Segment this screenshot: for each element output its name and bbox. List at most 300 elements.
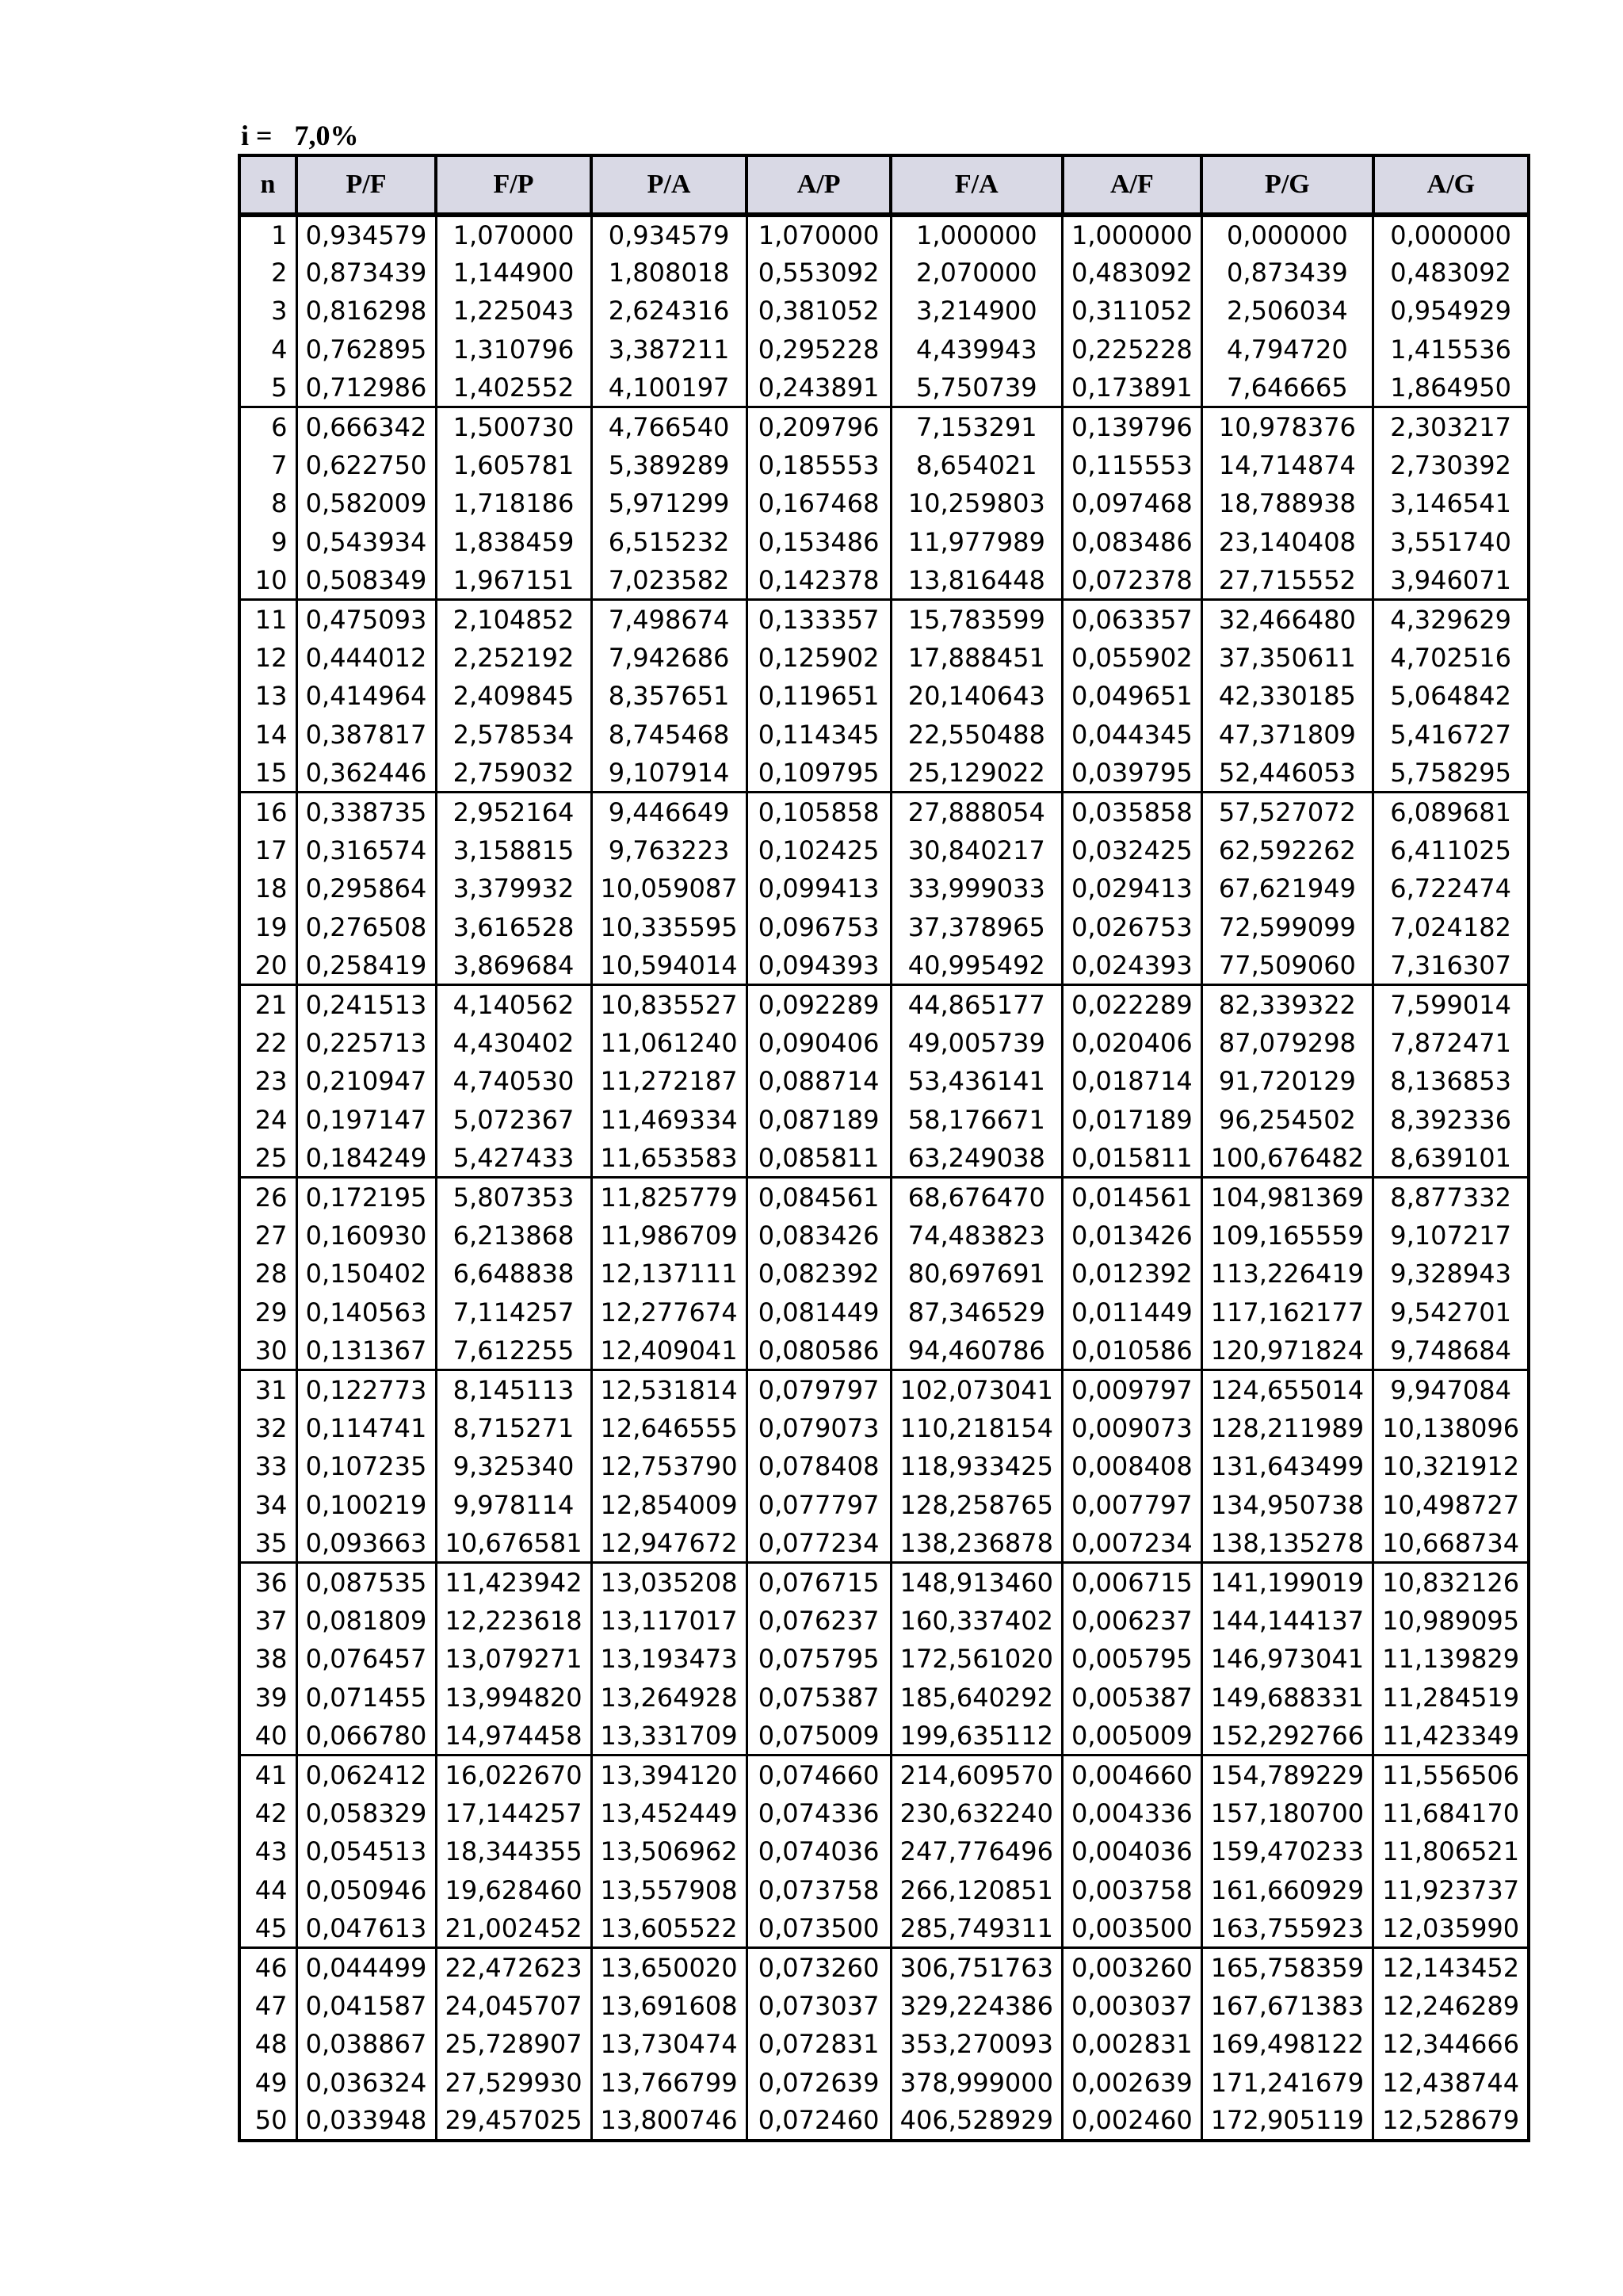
factor-cell: 14,974458 — [436, 1717, 591, 1755]
table-row — [239, 985, 1529, 1024]
factor-cell: 100,676482 — [1201, 1139, 1373, 1178]
factor-cell: 0,150402 — [296, 1255, 436, 1293]
factor-cell: 21,002452 — [436, 1909, 591, 1948]
factor-cell: 23,140408 — [1201, 523, 1373, 562]
factor-cell: 19,628460 — [436, 1871, 591, 1910]
factor-cell: 1,144900 — [436, 254, 591, 292]
factor-cell: 9,748684 — [1373, 1331, 1529, 1370]
factor-cell: 0,172195 — [296, 1178, 436, 1217]
factor-cell: 0,081449 — [747, 1293, 891, 1332]
factor-cell: 8,715271 — [436, 1408, 591, 1447]
factor-cell: 172,905119 — [1201, 2102, 1373, 2141]
factor-cell: 0,115553 — [1063, 446, 1202, 485]
table-row — [239, 1486, 1529, 1525]
factor-cell: 0,414964 — [296, 677, 436, 716]
table-row — [239, 1640, 1529, 1679]
factor-cell: 9,446649 — [591, 793, 747, 831]
factor-cell: 8,357651 — [591, 677, 747, 716]
factor-cell: 0,077797 — [747, 1486, 891, 1525]
factor-cell: 0,934579 — [296, 215, 436, 254]
factor-cell: 0,102425 — [747, 831, 891, 870]
factor-cell: 0,009073 — [1063, 1408, 1202, 1447]
factor-cell: 0,100219 — [296, 1486, 436, 1525]
factor-cell: 9,107217 — [1373, 1216, 1529, 1255]
factor-cell: 0,058329 — [296, 1794, 436, 1832]
factor-cell: 0,083426 — [747, 1216, 891, 1255]
factor-cell: 0,475093 — [296, 600, 436, 639]
factor-cell: 7,942686 — [591, 639, 747, 678]
factor-cell: 0,140563 — [296, 1293, 436, 1332]
table-row — [239, 1794, 1529, 1832]
factor-cell: 1,070000 — [436, 215, 591, 254]
factor-cell: 0,041587 — [296, 1986, 436, 2025]
factor-cell: 0,085811 — [747, 1139, 891, 1178]
factor-cell: 0,011449 — [1063, 1293, 1202, 1332]
factor-cell: 5,416727 — [1373, 716, 1529, 755]
factor-cell: 14,714874 — [1201, 446, 1373, 485]
factor-cell: 4,430402 — [436, 1023, 591, 1062]
factor-cell: 0,125902 — [747, 639, 891, 678]
table-row — [239, 1986, 1529, 2025]
period-cell: 37 — [239, 1601, 296, 1640]
factor-cell: 0,090406 — [747, 1023, 891, 1062]
factor-cell: 68,676470 — [891, 1178, 1062, 1217]
factor-cell: 0,062412 — [296, 1755, 436, 1794]
factor-cell: 13,605522 — [591, 1909, 747, 1948]
factor-cell: 47,371809 — [1201, 716, 1373, 755]
factor-cell: 0,185553 — [747, 446, 891, 485]
factor-cell: 0,007234 — [1063, 1524, 1202, 1563]
factor-cell: 1,310796 — [436, 330, 591, 369]
factor-cell: 15,783599 — [891, 600, 1062, 639]
factor-cell: 110,218154 — [891, 1408, 1062, 1447]
factor-cell: 3,214900 — [891, 292, 1062, 330]
factor-cell: 2,506034 — [1201, 292, 1373, 330]
table-row — [239, 1717, 1529, 1755]
factor-cell: 29,457025 — [436, 2102, 591, 2141]
table-row — [239, 523, 1529, 562]
table-row — [239, 2102, 1529, 2141]
factor-cell: 2,303217 — [1373, 407, 1529, 446]
table-row — [239, 1101, 1529, 1140]
factor-cell: 1,000000 — [891, 215, 1062, 254]
factor-cell: 25,129022 — [891, 754, 1062, 793]
factor-cell: 0,004336 — [1063, 1794, 1202, 1832]
factor-cell: 10,059087 — [591, 869, 747, 908]
factor-cell: 0,083486 — [1063, 523, 1202, 562]
factor-cell: 0,080586 — [747, 1331, 891, 1370]
period-cell: 27 — [239, 1216, 296, 1255]
factor-cell: 0,258419 — [296, 946, 436, 985]
factor-cell: 0,063357 — [1063, 600, 1202, 639]
factor-cell: 11,977989 — [891, 523, 1062, 562]
factor-cell: 9,328943 — [1373, 1255, 1529, 1293]
factor-cell: 0,006237 — [1063, 1601, 1202, 1640]
period-cell: 31 — [239, 1370, 296, 1409]
factor-cell: 0,035858 — [1063, 793, 1202, 831]
factor-cell: 0,243891 — [747, 369, 891, 407]
factor-cell: 33,999033 — [891, 869, 1062, 908]
period-cell: 44 — [239, 1871, 296, 1910]
factor-cell: 2,730392 — [1373, 446, 1529, 485]
factor-cell: 8,639101 — [1373, 1139, 1529, 1178]
factor-cell: 0,003758 — [1063, 1871, 1202, 1910]
factor-cell: 12,531814 — [591, 1370, 747, 1409]
factor-cell: 0,139796 — [1063, 407, 1202, 446]
factor-cell: 0,087189 — [747, 1101, 891, 1140]
factor-cell: 3,387211 — [591, 330, 747, 369]
factor-cell: 0,005009 — [1063, 1717, 1202, 1755]
table-row — [239, 1755, 1529, 1794]
factor-cell: 10,676581 — [436, 1524, 591, 1563]
factor-cell: 0,076715 — [747, 1563, 891, 1602]
factor-cell: 0,316574 — [296, 831, 436, 870]
interest-factor-table — [238, 154, 1530, 2142]
factor-cell: 230,632240 — [891, 1794, 1062, 1832]
factor-cell: 91,720129 — [1201, 1062, 1373, 1101]
factor-cell: 12,137111 — [591, 1255, 747, 1293]
factor-cell: 0,049651 — [1063, 677, 1202, 716]
factor-cell: 12,246289 — [1373, 1986, 1529, 2025]
factor-cell: 4,702516 — [1373, 639, 1529, 678]
factor-cell: 6,722474 — [1373, 869, 1529, 908]
factor-cell: 11,061240 — [591, 1023, 747, 1062]
period-cell: 8 — [239, 484, 296, 523]
factor-cell: 185,640292 — [891, 1679, 1062, 1717]
factor-cell: 5,427433 — [436, 1139, 591, 1178]
period-cell: 50 — [239, 2102, 296, 2141]
factor-cell: 13,394120 — [591, 1755, 747, 1794]
factor-cell: 74,483823 — [891, 1216, 1062, 1255]
factor-cell: 167,671383 — [1201, 1986, 1373, 2025]
factor-cell: 40,995492 — [891, 946, 1062, 985]
factor-cell: 0,074036 — [747, 1832, 891, 1871]
factor-cell: 52,446053 — [1201, 754, 1373, 793]
factor-cell: 0,018714 — [1063, 1062, 1202, 1101]
factor-cell: 3,551740 — [1373, 523, 1529, 562]
period-cell: 14 — [239, 716, 296, 755]
period-cell: 35 — [239, 1524, 296, 1563]
factor-cell: 8,877332 — [1373, 1178, 1529, 1217]
factor-cell: 11,556506 — [1373, 1755, 1529, 1794]
factor-cell: 17,888451 — [891, 639, 1062, 678]
period-cell: 41 — [239, 1755, 296, 1794]
factor-cell: 117,162177 — [1201, 1293, 1373, 1332]
factor-cell: 2,952164 — [436, 793, 591, 831]
factor-cell: 0,072831 — [747, 2025, 891, 2064]
factor-cell: 353,270093 — [891, 2025, 1062, 2064]
factor-cell: 3,158815 — [436, 831, 591, 870]
factor-cell: 9,947084 — [1373, 1370, 1529, 1409]
factor-cell: 96,254502 — [1201, 1101, 1373, 1140]
factor-cell: 0,079073 — [747, 1408, 891, 1447]
factor-cell: 0,107235 — [296, 1447, 436, 1486]
factor-cell: 1,070000 — [747, 215, 891, 254]
factor-cell: 0,078408 — [747, 1447, 891, 1486]
table-row — [239, 1832, 1529, 1871]
factor-cell: 113,226419 — [1201, 1255, 1373, 1293]
factor-cell: 2,624316 — [591, 292, 747, 330]
table-row — [239, 2064, 1529, 2103]
period-cell: 21 — [239, 985, 296, 1024]
factor-cell: 0,225713 — [296, 1023, 436, 1062]
factor-cell: 0,003037 — [1063, 1986, 1202, 2025]
factor-cell: 0,012392 — [1063, 1255, 1202, 1293]
factor-cell: 6,213868 — [436, 1216, 591, 1255]
factor-cell: 159,470233 — [1201, 1832, 1373, 1871]
factor-cell: 172,561020 — [891, 1640, 1062, 1679]
factor-cell: 67,621949 — [1201, 869, 1373, 908]
factor-cell: 77,509060 — [1201, 946, 1373, 985]
table-row — [239, 1178, 1529, 1217]
table-row — [239, 831, 1529, 870]
factor-cell: 9,763223 — [591, 831, 747, 870]
column-header: A/F — [1063, 155, 1202, 215]
column-header: P/F — [296, 155, 436, 215]
factor-cell: 37,350611 — [1201, 639, 1373, 678]
factor-cell: 0,362446 — [296, 754, 436, 793]
table-row — [239, 254, 1529, 292]
factor-cell: 0,762895 — [296, 330, 436, 369]
factor-cell: 5,971299 — [591, 484, 747, 523]
period-cell: 24 — [239, 1101, 296, 1140]
factor-cell: 13,650020 — [591, 1948, 747, 1987]
factor-cell: 0,081809 — [296, 1601, 436, 1640]
factor-cell: 0,105858 — [747, 793, 891, 831]
factor-cell: 0,553092 — [747, 254, 891, 292]
period-cell: 39 — [239, 1679, 296, 1717]
table-row — [239, 677, 1529, 716]
factor-cell: 11,825779 — [591, 1178, 747, 1217]
factor-cell: 10,594014 — [591, 946, 747, 985]
table-row — [239, 1216, 1529, 1255]
factor-cell: 12,854009 — [591, 1486, 747, 1525]
period-cell: 4 — [239, 330, 296, 369]
factor-cell: 22,550488 — [891, 716, 1062, 755]
factor-cell: 163,755923 — [1201, 1909, 1373, 1948]
table-row — [239, 1909, 1529, 1948]
factor-cell: 0,954929 — [1373, 292, 1529, 330]
factor-cell: 2,759032 — [436, 754, 591, 793]
period-cell: 17 — [239, 831, 296, 870]
factor-cell: 44,865177 — [891, 985, 1062, 1024]
period-cell: 47 — [239, 1986, 296, 2025]
factor-cell: 0,582009 — [296, 484, 436, 523]
table-row — [239, 1601, 1529, 1640]
period-cell: 1 — [239, 215, 296, 254]
factor-cell: 0,072378 — [1063, 561, 1202, 600]
factor-cell: 0,508349 — [296, 561, 436, 600]
factor-cell: 0,047613 — [296, 1909, 436, 1948]
factor-cell: 0,119651 — [747, 677, 891, 716]
factor-cell: 0,005387 — [1063, 1679, 1202, 1717]
factor-cell: 214,609570 — [891, 1755, 1062, 1794]
factor-cell: 0,311052 — [1063, 292, 1202, 330]
factor-cell: 1,838459 — [436, 523, 591, 562]
factor-cell: 131,643499 — [1201, 1447, 1373, 1486]
factor-cell: 0,444012 — [296, 639, 436, 678]
factor-cell: 13,816448 — [891, 561, 1062, 600]
factor-cell: 0,093663 — [296, 1524, 436, 1563]
factor-cell: 0,075009 — [747, 1717, 891, 1755]
table-row — [239, 869, 1529, 908]
period-cell: 22 — [239, 1023, 296, 1062]
factor-cell: 1,225043 — [436, 292, 591, 330]
factor-cell: 12,409041 — [591, 1331, 747, 1370]
factor-cell: 7,316307 — [1373, 946, 1529, 985]
factor-cell: 0,276508 — [296, 908, 436, 947]
factor-cell: 0,079797 — [747, 1370, 891, 1409]
factor-cell: 266,120851 — [891, 1871, 1062, 1910]
factor-cell: 18,344355 — [436, 1832, 591, 1871]
table-row — [239, 1023, 1529, 1062]
factor-cell: 0,097468 — [1063, 484, 1202, 523]
table-row — [239, 292, 1529, 330]
factor-cell: 4,329629 — [1373, 600, 1529, 639]
factor-cell: 0,014561 — [1063, 1178, 1202, 1217]
factor-cell: 6,648838 — [436, 1255, 591, 1293]
period-cell: 29 — [239, 1293, 296, 1332]
table-row — [239, 330, 1529, 369]
factor-cell: 0,076237 — [747, 1601, 891, 1640]
factor-cell: 104,981369 — [1201, 1178, 1373, 1217]
factor-cell: 0,038867 — [296, 2025, 436, 2064]
period-cell: 43 — [239, 1832, 296, 1871]
factor-cell: 120,971824 — [1201, 1331, 1373, 1370]
factor-cell: 0,002831 — [1063, 2025, 1202, 2064]
period-cell: 38 — [239, 1640, 296, 1679]
period-cell: 34 — [239, 1486, 296, 1525]
factor-cell: 11,684170 — [1373, 1794, 1529, 1832]
factor-cell: 0,039795 — [1063, 754, 1202, 793]
factor-cell: 0,082392 — [747, 1255, 891, 1293]
period-cell: 13 — [239, 677, 296, 716]
factor-cell: 3,146541 — [1373, 484, 1529, 523]
factor-cell: 0,076457 — [296, 1640, 436, 1679]
factor-cell: 329,224386 — [891, 1986, 1062, 2025]
factor-cell: 11,469334 — [591, 1101, 747, 1140]
column-header: F/A — [891, 155, 1062, 215]
period-cell: 30 — [239, 1331, 296, 1370]
factor-cell: 13,800746 — [591, 2102, 747, 2141]
factor-cell: 13,506962 — [591, 1832, 747, 1871]
table-row — [239, 1331, 1529, 1370]
factor-cell: 9,325340 — [436, 1447, 591, 1486]
factor-cell: 0,122773 — [296, 1370, 436, 1409]
factor-cell: 0,004036 — [1063, 1832, 1202, 1871]
factor-cell: 0,088714 — [747, 1062, 891, 1101]
factor-cell: 0,013426 — [1063, 1216, 1202, 1255]
factor-cell: 10,321912 — [1373, 1447, 1529, 1486]
factor-cell: 0,816298 — [296, 292, 436, 330]
factor-cell: 7,872471 — [1373, 1023, 1529, 1062]
factor-cell: 0,075795 — [747, 1640, 891, 1679]
factor-cell: 0,007797 — [1063, 1486, 1202, 1525]
factor-cell: 0,173891 — [1063, 369, 1202, 407]
factor-cell: 0,387817 — [296, 716, 436, 755]
factor-cell: 9,978114 — [436, 1486, 591, 1525]
factor-cell: 0,000000 — [1373, 215, 1529, 254]
factor-cell: 0,071455 — [296, 1679, 436, 1717]
factor-cell: 27,715552 — [1201, 561, 1373, 600]
period-cell: 36 — [239, 1563, 296, 1602]
factor-cell: 7,599014 — [1373, 985, 1529, 1024]
column-header: P/A — [591, 155, 747, 215]
period-cell: 40 — [239, 1717, 296, 1755]
table-row — [239, 484, 1529, 523]
factor-cell: 6,089681 — [1373, 793, 1529, 831]
factor-cell: 0,002460 — [1063, 2102, 1202, 2141]
factor-cell: 0,074660 — [747, 1755, 891, 1794]
factor-cell: 0,024393 — [1063, 946, 1202, 985]
factor-cell: 0,066780 — [296, 1717, 436, 1755]
factor-cell: 0,114345 — [747, 716, 891, 755]
factor-cell: 62,592262 — [1201, 831, 1373, 870]
period-cell: 12 — [239, 639, 296, 678]
table-row — [239, 793, 1529, 831]
factor-cell: 4,140562 — [436, 985, 591, 1024]
factor-cell: 0,197147 — [296, 1101, 436, 1140]
factor-cell: 2,070000 — [891, 254, 1062, 292]
factor-cell: 0,873439 — [296, 254, 436, 292]
factor-cell: 0,003260 — [1063, 1948, 1202, 1987]
period-cell: 32 — [239, 1408, 296, 1447]
factor-cell: 42,330185 — [1201, 677, 1373, 716]
table-row — [239, 600, 1529, 639]
factor-cell: 2,252192 — [436, 639, 591, 678]
factor-cell: 16,022670 — [436, 1755, 591, 1794]
factor-cell: 7,646665 — [1201, 369, 1373, 407]
factor-cell: 0,109795 — [747, 754, 891, 793]
period-cell: 7 — [239, 446, 296, 485]
factor-cell: 27,529930 — [436, 2064, 591, 2103]
factor-cell: 18,788938 — [1201, 484, 1373, 523]
table-row — [239, 1062, 1529, 1101]
factor-cell: 0,032425 — [1063, 831, 1202, 870]
factor-cell: 148,913460 — [891, 1563, 1062, 1602]
factor-cell: 171,241679 — [1201, 2064, 1373, 2103]
factor-cell: 0,295228 — [747, 330, 891, 369]
factor-cell: 7,612255 — [436, 1331, 591, 1370]
factor-cell: 11,986709 — [591, 1216, 747, 1255]
factor-cell: 13,766799 — [591, 2064, 747, 2103]
interest-rate-line — [241, 119, 359, 152]
factor-cell: 0,073758 — [747, 1871, 891, 1910]
column-header: A/P — [747, 155, 891, 215]
factor-cell: 12,344666 — [1373, 2025, 1529, 2064]
factor-cell: 12,143452 — [1373, 1948, 1529, 1987]
factor-cell: 138,135278 — [1201, 1524, 1373, 1563]
factor-cell: 13,557908 — [591, 1871, 747, 1910]
table-row — [239, 1255, 1529, 1293]
period-cell: 42 — [239, 1794, 296, 1832]
factor-cell: 0,184249 — [296, 1139, 436, 1178]
factor-cell: 1,000000 — [1063, 215, 1202, 254]
factor-cell: 72,599099 — [1201, 908, 1373, 947]
factor-cell: 57,527072 — [1201, 793, 1373, 831]
period-cell: 33 — [239, 1447, 296, 1486]
factor-cell: 138,236878 — [891, 1524, 1062, 1563]
factor-cell: 128,211989 — [1201, 1408, 1373, 1447]
factor-cell: 149,688331 — [1201, 1679, 1373, 1717]
factor-cell: 0,073260 — [747, 1948, 891, 1987]
factor-cell: 152,292766 — [1201, 1717, 1373, 1755]
factor-cell: 0,000000 — [1201, 215, 1373, 254]
factor-cell: 0,009797 — [1063, 1370, 1202, 1409]
table-row — [239, 1679, 1529, 1717]
table-row — [239, 1293, 1529, 1332]
factor-cell: 10,989095 — [1373, 1601, 1529, 1640]
